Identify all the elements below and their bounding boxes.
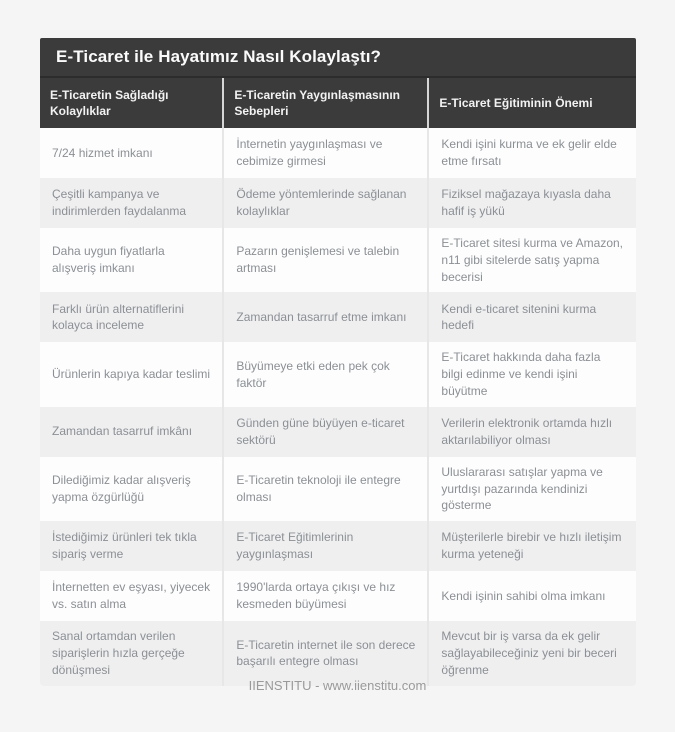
table-cell: Kendi e-ticaret sitenini kurma hedefi xyxy=(427,292,636,342)
column-header-row xyxy=(40,78,636,128)
table-cell: Pazarın genişlemesi ve talebin artması xyxy=(222,228,427,292)
table-row xyxy=(40,228,636,292)
table-cell: Zamandan tasarruf etme imkanı xyxy=(222,292,427,342)
column-header-egitim-onemi: E-Ticaret Eğitiminin Önemi xyxy=(427,78,636,128)
table-title xyxy=(40,38,636,78)
table-title-text: E-Ticaret ile Hayatımız Nasıl Kolaylaştı? xyxy=(56,47,382,66)
table-cell: Uluslararası satışlar yapma ve yurtdışı pazarında kendinizi gösterme xyxy=(427,457,636,521)
table-cell: Mevcut bir iş varsa da ek gelir sağlayabileceğiniz yeni bir beceri öğrenme xyxy=(427,621,636,685)
table-cell: 7/24 hizmet imkanı xyxy=(52,145,153,160)
table-cell: İstediğimiz ürünleri tek tıkla sipariş verme xyxy=(52,530,197,562)
table-cell: Ödeme yöntemlerinde sağlanan kolaylıklar xyxy=(222,178,427,228)
table-cell: Daha uygun fiyatlarla alışveriş imkanı xyxy=(52,244,165,276)
column-header-sebepleri: E-Ticaretin Yaygınlaşmasının Sebepleri xyxy=(222,78,427,128)
table-cell: E-Ticaret Eğitimlerinin yaygınlaşması xyxy=(222,521,427,571)
table-cell: Dilediğimiz kadar alışveriş yapma özgürlüğü xyxy=(52,473,191,504)
table-row xyxy=(40,457,636,521)
table-row xyxy=(40,521,636,571)
table-row xyxy=(40,342,636,406)
table-cell: E-Ticaretin teknoloji ile entegre olması xyxy=(222,457,427,521)
table-cell: Farklı ürün alternatiflerini kolayca inceleme xyxy=(52,301,185,333)
table-cell: 1990'larda ortaya çıkışı ve hız kesmeden büyümesi xyxy=(222,571,427,621)
column-header-kolayliklar: E-Ticaretin Sağladığı Kolaylıklar xyxy=(50,87,169,118)
footer-branding: IIENSTITU - www.iienstitu.com xyxy=(248,678,427,693)
table-row xyxy=(40,292,636,342)
table-cell: Müşterilerle birebir ve hızlı iletişim kurma yeteneği xyxy=(427,521,636,571)
table-cell: Kendi işinin sahibi olma imkanı xyxy=(427,571,636,621)
table-cell: Fiziksel mağazaya kıyasla daha hafif iş yükü xyxy=(427,178,636,228)
table-cell: İnternetten ev eşyası, yiyecek vs. satın alma xyxy=(52,580,211,612)
table-cell: Ürünlerin kapıya kadar teslimi xyxy=(52,367,211,382)
table-row xyxy=(40,571,636,621)
table-cell: Çeşitli kampanya ve indirimlerden faydalanma xyxy=(52,187,187,218)
table-row xyxy=(40,621,636,685)
infographic-table xyxy=(40,38,636,686)
table-cell: Kendi işini kurma ve ek gelir elde etme fırsatı xyxy=(427,128,636,178)
table-cell: E-Ticaret sitesi kurma ve Amazon, n11 gibi sitelerde satış yapma becerisi xyxy=(427,228,636,292)
table-cell: İnternetin yaygınlaşması ve cebimize girmesi xyxy=(222,128,427,178)
table-cell: Günden güne büyüyen e-ticaret sektörü xyxy=(222,407,427,457)
table-cell: E-Ticaret hakkında daha fazla bilgi edinme ve kendi işini büyütme xyxy=(427,342,636,406)
table-body xyxy=(40,128,636,686)
table-cell: Sanal ortamdan verilen siparişlerin hızla gerçeğe dönüşmesi xyxy=(52,629,185,677)
table-row xyxy=(40,407,636,457)
table-row xyxy=(40,128,636,178)
table-cell: E-Ticaretin internet ile son derece başarılı entegre olması xyxy=(222,621,427,685)
table-cell: Verilerin elektronik ortamda hızlı aktarılabiliyor olması xyxy=(427,407,636,457)
table-row xyxy=(40,178,636,228)
table-cell: Büyümeye etki eden pek çok faktör xyxy=(222,342,427,406)
table-cell: Zamandan tasarruf imkânı xyxy=(52,424,193,439)
